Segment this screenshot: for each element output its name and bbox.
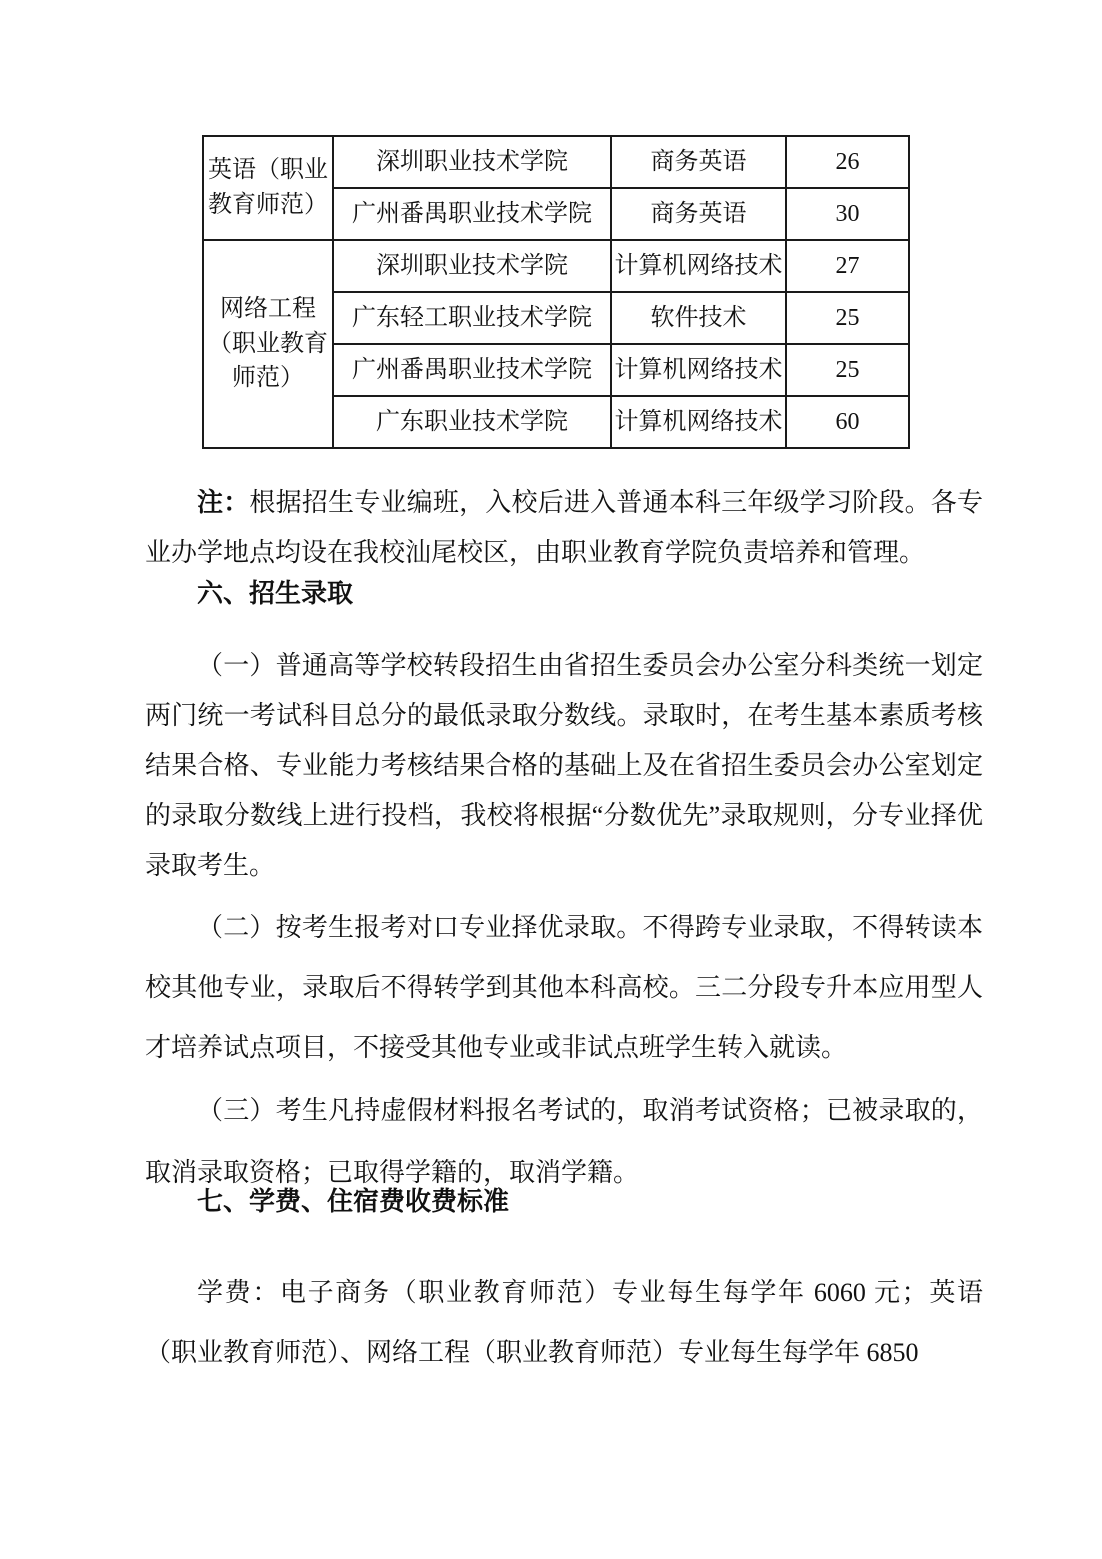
major-cell: 计算机网络技术	[611, 396, 786, 448]
major-cell: 软件技术	[611, 292, 786, 344]
major-cell: 商务英语	[611, 188, 786, 240]
note-text: 根据招生专业编班，入校后进入普通本科三年级学习阶段。各专业办学地点均设在我校汕尾校区，由职业教育学院负责培养和管理。	[145, 488, 983, 567]
note-label: 注：	[197, 488, 250, 517]
section-6-heading: 六、招生录取	[197, 579, 354, 608]
college-cell: 深圳职业技术学院	[333, 136, 611, 188]
section-7-heading: 七、学费、住宿费收费标准	[197, 1187, 510, 1216]
major-cell: 计算机网络技术	[611, 344, 786, 396]
count-cell: 25	[786, 292, 909, 344]
admission-table-body	[203, 136, 909, 448]
table-row	[203, 136, 909, 188]
count-cell: 25	[786, 344, 909, 396]
count-cell: 27	[786, 240, 909, 292]
college-cell: 深圳职业技术学院	[333, 240, 611, 292]
section-6-paragraph-2: （二）按考生报考对口专业择优录取。不得跨专业录取，不得转读本校其他专业，录取后不得转学到其他本科高校。三二分段专升本应用型人才培养试点项目，不接受其他专业或非试点班学生转入就读。	[145, 913, 983, 1062]
category-cell: 英语（职业教育师范）	[203, 136, 333, 240]
major-cell: 计算机网络技术	[611, 240, 786, 292]
count-cell: 30	[786, 188, 909, 240]
count-cell: 26	[786, 136, 909, 188]
college-cell: 广州番禺职业技术学院	[333, 344, 611, 396]
college-cell: 广东轻工职业技术学院	[333, 292, 611, 344]
count-cell: 60	[786, 396, 909, 448]
college-cell: 广东职业技术学院	[333, 396, 611, 448]
college-cell: 广州番禺职业技术学院	[333, 188, 611, 240]
major-cell: 商务英语	[611, 136, 786, 188]
table-row	[203, 240, 909, 292]
admission-table	[202, 135, 910, 449]
section-6-paragraph-3: （三）考生凡持虚假材料报名考试的，取消考试资格；已被录取的，取消录取资格；已取得学籍的，取消学籍。	[145, 1096, 983, 1187]
section-6-paragraph-1: （一）普通高等学校转段招生由省招生委员会办公室分科类统一划定两门统一考试科目总分的最低录取分数线。录取时，在考生基本素质考核结果合格、专业能力考核结果合格的基础上及在省招生委员会办公室划定的录取分数线上进行投档，我校将根据“分数优先”录取规则，分专业择优录取考生。	[145, 651, 983, 880]
category-cell: 网络工程（职业教育师范）	[203, 240, 333, 448]
section-7-fee-paragraph: 学费：电子商务（职业教育师范）专业每生每学年 6060 元；英语（职业教育师范）、网络工程（职业教育师范）专业每生每学年 6850	[145, 1278, 983, 1367]
note-paragraph	[145, 478, 983, 578]
